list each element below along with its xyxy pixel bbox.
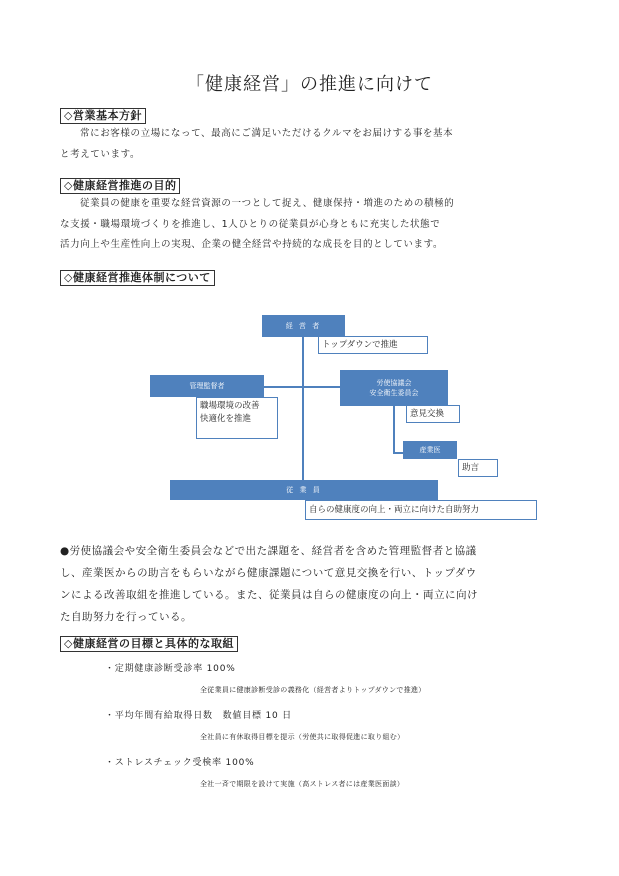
doctor-connector-h [393, 452, 403, 454]
doctor-connector [393, 405, 395, 453]
goal-detail-3: 全社一斉で期限を設けて実施（高ストレス者には産業医面談） [200, 780, 405, 788]
section-heading-basic-policy: ◇営業基本方針 [60, 108, 146, 124]
purpose-line-1: 従業員の健康を重要な経営資源の一つとして捉え、健康保持・増進のための積極的 [80, 198, 455, 209]
goal-item-1: ・定期健康診断受診率 100% [105, 664, 236, 674]
vertical-connector [302, 335, 304, 483]
page-title: 「健康経営」の推進に向けて [186, 74, 433, 95]
supervisor-box: 管理監督者 [150, 375, 264, 397]
basic-policy-text [60, 124, 555, 165]
description-line-2: し、産業医からの助言をもらいながら健康課題について意見交換を行い、トップダウ [60, 567, 477, 579]
committee-label-1: 労使協議会 [376, 379, 412, 387]
doctor-box: 産業医 [403, 441, 457, 459]
employees-note: 自らの健康度の向上・両立に向けた自助努力 [305, 500, 537, 520]
description-line-3: ンによる改善取組を推進している。また、従業員は自らの健康度の向上・両立に向け [60, 589, 478, 601]
doctor-note: 助言 [458, 459, 498, 477]
purpose-text [60, 194, 555, 256]
section-heading-goals: ◇健康経営の目標と具体的な取組 [60, 636, 238, 652]
goal-detail-2: 全社員に有休取得目標を提示（労使共に取得促進に取り組む） [200, 733, 405, 741]
basic-policy-line-1: 常にお客様の立場になって、最高にご満足いただけるクルマをお届けする事を基本 [80, 128, 454, 139]
section-heading-purpose: ◇健康経営推進の目的 [60, 178, 180, 194]
purpose-line-3: 活力向上や生産性向上の実現、企業の健全経営や持続的な成長を目的としています。 [60, 239, 444, 250]
goal-detail-1: 全従業員に健康診断受診の義務化（経営者よりトップダウンで推進） [200, 686, 426, 694]
description-line-1: ●労使協議会や安全衛生委員会などで出た課題を、経営者を含めた管理監督者と協議 [60, 545, 477, 557]
supervisor-note-line-2: 快適化を推進 [200, 414, 252, 424]
structure-description [60, 540, 560, 628]
purpose-line-2: な支援・職場環境づくりを推進し、1人ひとりの従業員が心身ともに充実した状態で [60, 218, 441, 230]
committee-note: 意見交換 [406, 405, 460, 423]
committee-box [340, 370, 448, 406]
supervisor-note-line-1: 職場環境の改善 [200, 401, 260, 411]
committee-label-2: 安全衛生委員会 [369, 389, 419, 397]
section-heading-structure: ◇健康経営推進体制について [60, 270, 215, 286]
description-line-4: た自助努力を行っている。 [60, 611, 192, 623]
goal-item-2: ・平均年間有給取得日数 数値目標 10 日 [105, 711, 292, 721]
executive-note: トップダウンで推進 [318, 336, 428, 354]
supervisor-note [196, 397, 278, 439]
executive-box: 経 営 者 [262, 315, 345, 337]
horizontal-connector [264, 386, 340, 388]
goal-item-3: ・ストレスチェック受検率 100% [105, 758, 255, 768]
employees-box: 従 業 員 [170, 480, 438, 500]
basic-policy-line-2: と考えています。 [60, 148, 141, 160]
